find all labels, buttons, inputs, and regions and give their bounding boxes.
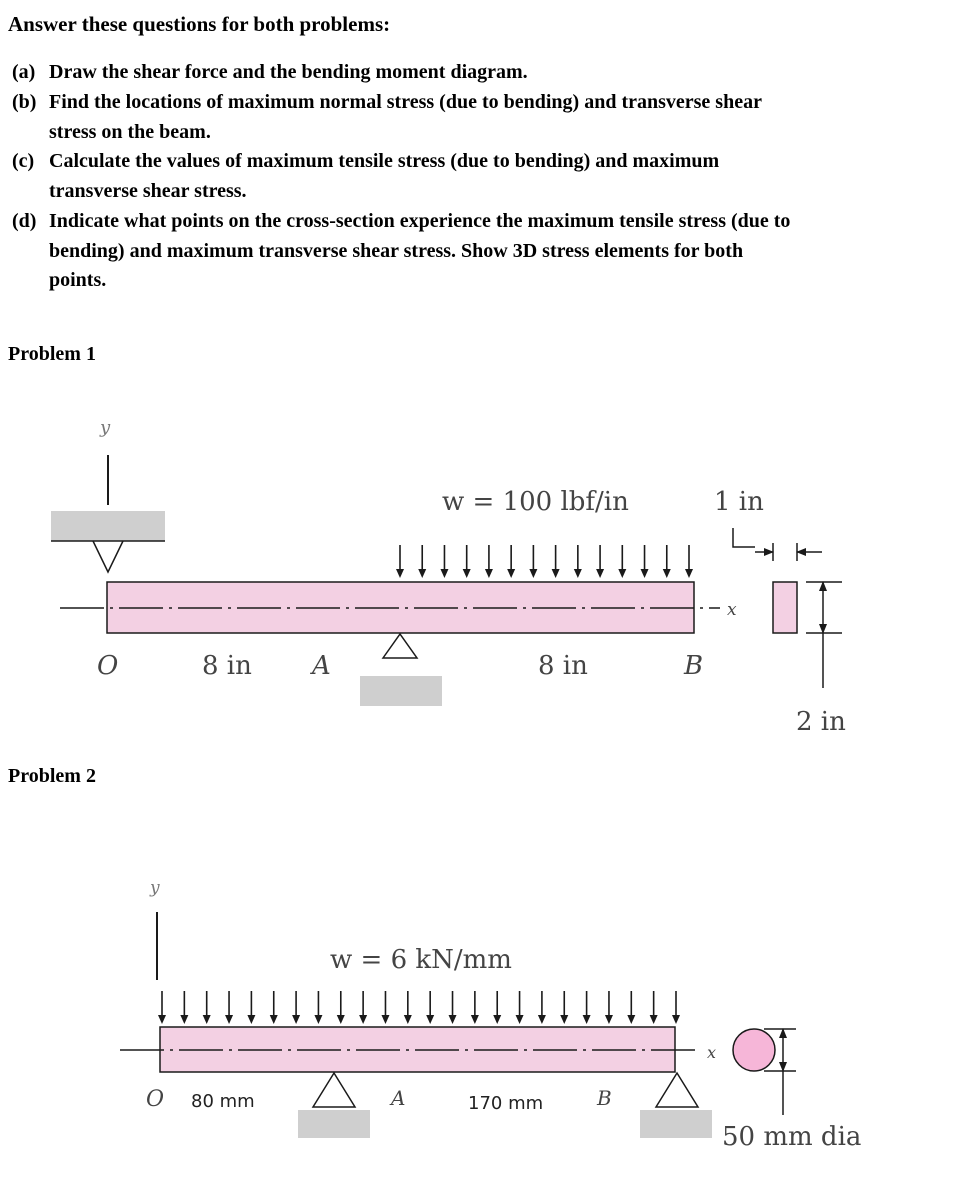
question-d-line-2: bending) and maximum transverse shear stress. Show 3D stress elements for both [49, 239, 744, 262]
p2-load-arrow-head [180, 1015, 188, 1024]
question-d-label: (d) [12, 210, 37, 232]
p2-load-arrow-head [203, 1015, 211, 1024]
p2-load-arrows [158, 991, 680, 1024]
p1-load-arrow-head [485, 569, 493, 578]
p1-load-arrow-head [574, 569, 582, 578]
p1-cross-section [773, 582, 797, 633]
p2-ground-a [298, 1110, 370, 1138]
question-a-label: (a) [12, 61, 36, 83]
question-d-line-1: Indicate what points on the cross-section experience the maximum tensile stress (due to [49, 210, 791, 232]
question-c-line-2: transverse shear stress. [49, 179, 247, 202]
p1-point-b: B [684, 651, 704, 681]
p1-wall-support [51, 511, 165, 541]
p2-load-arrow-head [583, 1015, 591, 1024]
p2-load-arrow-head [538, 1015, 546, 1024]
p2-load-arrow-head [650, 1015, 658, 1024]
p1-load-arrow-head [440, 569, 448, 578]
p2-point-b: B [597, 1086, 612, 1110]
p1-span-oa: 8 in [202, 651, 252, 681]
question-d-line-3: points. [49, 269, 107, 291]
p2-load-arrow-head [516, 1015, 524, 1024]
p1-width-dim-label: 1 in [714, 487, 764, 517]
p2-span-oa: 80 mm [191, 1091, 255, 1112]
p2-load-arrow-head [359, 1015, 367, 1024]
p2-point-a: A [391, 1086, 406, 1110]
p2-span-ab: 170 mm [468, 1093, 544, 1114]
p2-x-axis-label: x [707, 1043, 717, 1062]
p1-x-axis-label: x [727, 600, 737, 620]
p2-load-arrow-head [404, 1015, 412, 1024]
p2-load-arrow-head [270, 1015, 278, 1024]
p1-load-arrow-head [507, 569, 515, 578]
p1-load-arrow-head [529, 569, 537, 578]
p2-load-label: w = 6 kN/mm [330, 945, 512, 975]
question-b-label: (b) [12, 91, 37, 113]
p2-load-arrow-head [381, 1015, 389, 1024]
p2-load-arrow-head [158, 1015, 166, 1024]
p1-load-arrow-head [641, 569, 649, 578]
p1-height-dim-label: 2 in [796, 707, 846, 737]
p1-load-arrow-head [463, 569, 471, 578]
p1-y-axis-label: y [100, 417, 111, 438]
p2-load-arrow-head [449, 1015, 457, 1024]
question-a-line-1: Draw the shear force and the bending moment diagram. [49, 61, 528, 83]
p1-span-ab: 8 in [538, 651, 588, 681]
p2-beam [160, 1027, 675, 1072]
p2-cross-section [733, 1029, 775, 1071]
p1-load-arrow-head [596, 569, 604, 578]
p2-pin-support-b [656, 1073, 698, 1107]
p2-load-arrow-head [225, 1015, 233, 1024]
question-b-line-1: Find the locations of maximum normal stress (due to bending) and transverse shear [49, 91, 762, 113]
p1-load-arrow-head [552, 569, 560, 578]
p2-load-arrow-head [672, 1015, 680, 1024]
p2-y-axis-label: y [150, 878, 160, 898]
p2-load-arrow-head [292, 1015, 300, 1024]
p1-support-triangle [93, 541, 123, 572]
p1-load-arrow-head [663, 569, 671, 578]
p1-load-arrow-head [685, 569, 693, 578]
p2-diameter-label: 50 mm dia [722, 1122, 862, 1152]
problem-2-heading: Problem 2 [8, 765, 96, 787]
question-b-line-2: stress on the beam. [49, 120, 211, 143]
question-a [12, 58, 528, 88]
question-c-line-1: Calculate the values of maximum tensile stress (due to bending) and maximum [49, 150, 720, 172]
instructions-title: Answer these questions for both problems: [8, 12, 391, 36]
p2-load-arrow-head [627, 1015, 635, 1024]
p1-load-arrow-head [396, 569, 404, 578]
p1-load-arrow-head [418, 569, 426, 578]
p1-load-arrow-head [618, 569, 626, 578]
p2-ground-b [640, 1110, 712, 1138]
p1-width-leader-left [733, 528, 755, 547]
p2-load-arrow-head [426, 1015, 434, 1024]
p2-load-arrow-head [493, 1015, 501, 1024]
p2-load-arrow-head [471, 1015, 479, 1024]
p1-point-o: O [97, 651, 119, 681]
problem-1-heading: Problem 1 [8, 343, 96, 365]
p2-load-arrow-head [560, 1015, 568, 1024]
p1-pin-support-a [383, 634, 417, 658]
p1-beam [107, 582, 694, 633]
question-d [12, 207, 790, 296]
p2-load-arrow-head [605, 1015, 613, 1024]
question-c-label: (c) [12, 150, 35, 172]
p1-load-label: w = 100 lbf/in [442, 487, 629, 517]
p2-pin-support-a [313, 1073, 355, 1107]
p2-load-arrow-head [247, 1015, 255, 1024]
p1-ground-a [360, 676, 442, 706]
p1-point-a: A [312, 651, 331, 681]
p1-load-arrows [396, 545, 693, 578]
question-c [12, 147, 719, 206]
question-b [12, 88, 762, 147]
p2-load-arrow-head [337, 1015, 345, 1024]
p2-point-o: O [146, 1087, 165, 1112]
p2-load-arrow-head [314, 1015, 322, 1024]
